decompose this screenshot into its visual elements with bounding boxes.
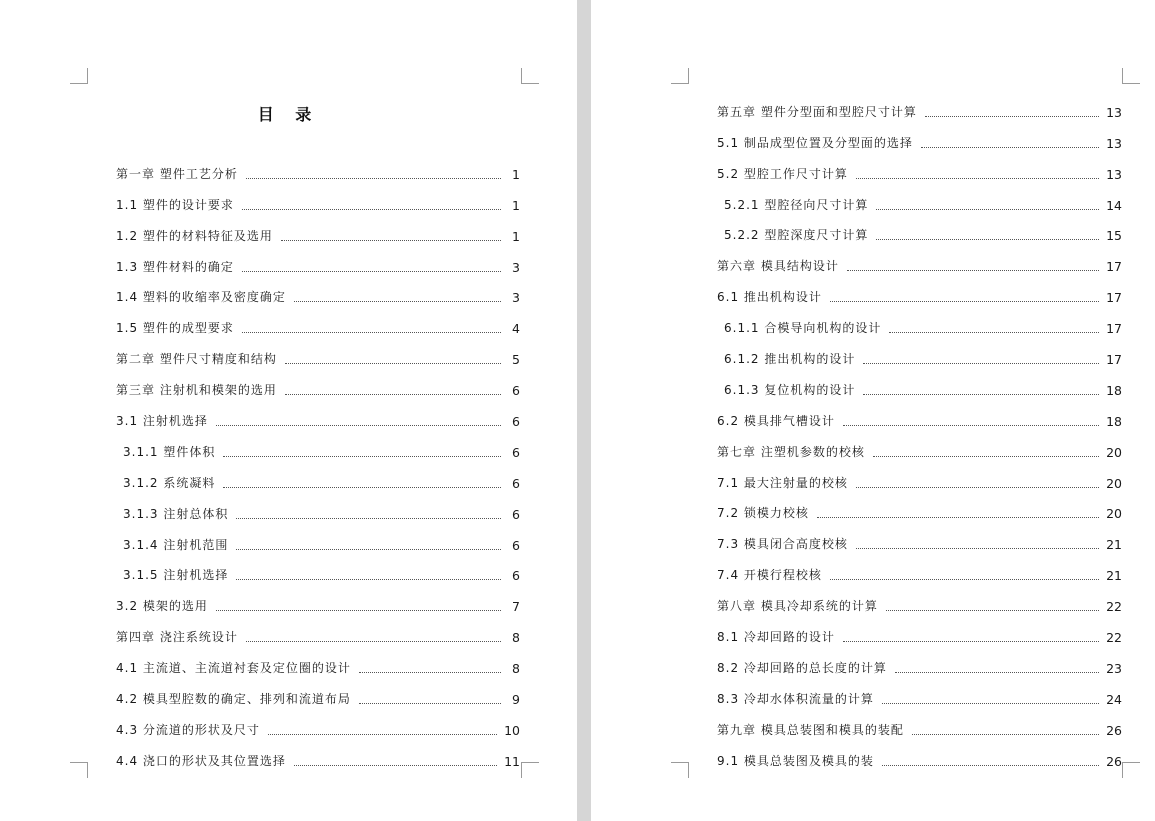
toc-entry[interactable]	[116, 738, 520, 769]
toc-entry[interactable]	[717, 707, 1122, 738]
margin-corner-mark	[1122, 762, 1140, 778]
dot-leader	[856, 487, 1099, 488]
margin-corner-mark	[671, 762, 689, 778]
toc-entry-title: 1.5 塑件的成型要求	[116, 321, 234, 336]
toc-entry-page-number: 17	[1106, 352, 1122, 368]
toc-entry-page-number: 13	[1106, 104, 1122, 120]
margin-corner-mark	[521, 68, 539, 84]
margin-corner-mark	[521, 762, 539, 778]
toc-entry[interactable]	[116, 151, 520, 182]
toc-entry[interactable]	[717, 676, 1122, 707]
toc-entry[interactable]	[717, 645, 1122, 676]
toc-entry[interactable]	[116, 676, 520, 707]
toc-entry-title: 第六章 模具结构设计	[717, 259, 839, 274]
toc-entry[interactable]	[717, 491, 1122, 522]
toc-entry-page-number: 8	[512, 630, 520, 646]
dot-leader	[236, 579, 501, 580]
toc-entry-title: 7.4 开模行程校核	[717, 568, 822, 583]
dot-leader	[285, 363, 501, 364]
toc-entry-page-number: 7	[512, 599, 520, 615]
toc-entry[interactable]	[116, 305, 520, 336]
toc-entry-title: 4.3 分流道的形状及尺寸	[116, 722, 260, 737]
dot-leader	[359, 672, 501, 673]
toc-entry-page-number: 6	[512, 383, 520, 399]
toc-entry-page-number: 22	[1106, 630, 1122, 646]
dot-leader	[294, 765, 497, 766]
toc-entry[interactable]	[116, 244, 520, 275]
toc-entry-title: 8.3 冷却水体积流量的计算	[717, 691, 874, 706]
toc-entry[interactable]	[116, 429, 520, 460]
dot-leader	[843, 641, 1099, 642]
toc-entry-page-number: 14	[1106, 197, 1122, 213]
toc-entry-page-number: 22	[1106, 599, 1122, 615]
dot-leader	[216, 610, 501, 611]
dot-leader	[242, 271, 501, 272]
toc-entry-page-number: 1	[512, 228, 520, 244]
dot-leader	[856, 548, 1099, 549]
toc-entry-title: 7.2 锁模力校核	[717, 506, 809, 521]
toc-entry-title: 3.1 注射机选择	[116, 414, 208, 429]
toc-entry-page-number: 11	[504, 753, 520, 769]
margin-corner-mark	[70, 68, 88, 84]
toc-entry-page-number: 21	[1106, 537, 1122, 553]
dot-leader	[223, 487, 501, 488]
toc-entry-title: 7.3 模具闭合高度校核	[717, 537, 848, 552]
dot-leader	[281, 240, 501, 241]
dot-leader	[889, 332, 1099, 333]
dot-leader	[925, 116, 1099, 117]
dot-leader	[895, 672, 1099, 673]
toc-entry-page-number: 18	[1106, 382, 1122, 398]
document-page-left	[0, 0, 577, 821]
toc-entry-title: 3.2 模架的选用	[116, 599, 208, 614]
toc-entry-title: 1.3 塑件材料的确定	[116, 259, 234, 274]
margin-corner-mark	[1122, 68, 1140, 84]
toc-entry-title: 3.1.4 注射机范围	[123, 537, 229, 552]
dot-leader	[216, 425, 501, 426]
toc-entry-title: 3.1.2 系统凝料	[123, 475, 216, 490]
toc-entry[interactable]	[116, 367, 520, 398]
toc-entry-page-number: 6	[512, 568, 520, 584]
toc-entry-title: 第二章 塑件尺寸精度和结构	[116, 352, 277, 367]
toc-entry-page-number: 24	[1106, 691, 1122, 707]
toc-entry[interactable]	[717, 274, 1122, 305]
toc-entry-page-number: 1	[512, 197, 520, 213]
toc-entry-page-number: 26	[1106, 722, 1122, 738]
toc-entry[interactable]	[717, 89, 1122, 120]
toc-entry-title: 9.1 模具总装图及模具的装	[717, 753, 874, 768]
toc-entry[interactable]	[116, 213, 520, 244]
toc-entry[interactable]	[116, 614, 520, 645]
toc-entry-page-number: 18	[1106, 413, 1122, 429]
toc-entry[interactable]	[717, 367, 1122, 398]
dot-leader	[856, 178, 1099, 179]
toc-entry[interactable]	[717, 243, 1122, 274]
toc-entry-page-number: 17	[1106, 259, 1122, 275]
dot-leader	[242, 332, 501, 333]
dot-leader	[876, 239, 1099, 240]
toc-entry-page-number: 20	[1106, 475, 1122, 491]
toc-entry-page-number: 17	[1106, 321, 1122, 337]
toc-entry-title: 第三章 注射机和模架的选用	[116, 383, 277, 398]
toc-entry[interactable]	[116, 460, 520, 491]
dot-leader	[268, 734, 497, 735]
toc-entry-title: 8.1 冷却回路的设计	[717, 630, 835, 645]
toc-entry-page-number: 17	[1106, 290, 1122, 306]
toc-entry[interactable]	[717, 614, 1122, 645]
toc-entry-title: 4.1 主流道、主流道衬套及定位圈的设计	[116, 661, 351, 676]
toc-entry-page-number: 6	[512, 506, 520, 522]
toc-entry[interactable]	[717, 151, 1122, 182]
toc-entry[interactable]	[116, 182, 520, 213]
dot-leader	[285, 394, 501, 395]
toc-entry-title: 第九章 模具总装图和模具的装配	[717, 722, 904, 737]
toc-entry-title: 第五章 塑件分型面和型腔尺寸计算	[717, 104, 917, 119]
margin-corner-mark	[70, 762, 88, 778]
dot-leader	[246, 641, 501, 642]
toc-entry-title: 6.1 推出机构设计	[717, 290, 822, 305]
toc-entry-title: 6.1.3 复位机构的设计	[724, 382, 856, 397]
toc-entry-page-number: 6	[512, 444, 520, 460]
toc-entry-page-number: 21	[1106, 568, 1122, 584]
toc-entry[interactable]	[116, 491, 520, 522]
dot-leader	[830, 579, 1099, 580]
toc-entry[interactable]	[116, 398, 520, 429]
toc-entry[interactable]	[116, 583, 520, 614]
toc-entry[interactable]	[717, 460, 1122, 491]
dot-leader	[817, 517, 1099, 518]
toc-entry-page-number: 6	[512, 475, 520, 491]
dot-leader	[873, 456, 1099, 457]
toc-entry-title: 5.2 型腔工作尺寸计算	[717, 166, 848, 181]
dot-leader	[294, 301, 501, 302]
toc-entry-page-number: 3	[512, 290, 520, 306]
dot-leader	[223, 456, 501, 457]
toc-entry[interactable]	[116, 336, 520, 367]
dot-leader	[886, 610, 1099, 611]
toc-entry-title: 1.1 塑件的设计要求	[116, 197, 234, 212]
toc-entry-title: 5.1 制品成型位置及分型面的选择	[717, 135, 913, 150]
toc-entry[interactable]	[717, 305, 1122, 336]
toc-entry[interactable]	[717, 336, 1122, 367]
dot-leader	[863, 394, 1099, 395]
toc-entry[interactable]	[717, 738, 1122, 769]
toc-entry-title: 1.4 塑料的收缩率及密度确定	[116, 290, 286, 305]
toc-entry[interactable]	[717, 120, 1122, 151]
toc-entry-page-number: 4	[512, 321, 520, 337]
dot-leader	[242, 209, 501, 210]
toc-entry-page-number: 13	[1106, 135, 1122, 151]
dot-leader	[236, 518, 501, 519]
dot-leader	[912, 734, 1099, 735]
toc-entry-title: 8.2 冷却回路的总长度的计算	[717, 660, 887, 675]
toc-entry-page-number: 6	[512, 537, 520, 553]
toc-entry-title: 3.1.3 注射总体积	[123, 506, 229, 521]
toc-list-right	[717, 89, 1122, 769]
toc-entry-page-number: 20	[1106, 444, 1122, 460]
dot-leader	[246, 178, 501, 179]
toc-entry-title: 5.2.2 型腔深度尺寸计算	[724, 228, 869, 243]
toc-list-left	[116, 151, 520, 769]
toc-entry-page-number: 5	[512, 352, 520, 368]
page-gap	[577, 0, 591, 821]
toc-entry-page-number: 3	[512, 259, 520, 275]
toc-entry[interactable]	[116, 275, 520, 306]
toc-entry-title: 5.2.1 型腔径向尺寸计算	[724, 197, 869, 212]
document-page-right	[591, 0, 1155, 821]
dot-leader	[882, 765, 1099, 766]
toc-entry[interactable]	[717, 398, 1122, 429]
toc-entry[interactable]	[116, 522, 520, 553]
dot-leader	[863, 363, 1099, 364]
dot-leader	[830, 301, 1099, 302]
dot-leader	[921, 147, 1099, 148]
toc-entry-title: 6.1.1 合模导向机构的设计	[724, 321, 882, 336]
toc-entry-title: 3.1.5 注射机选择	[123, 568, 229, 583]
toc-entry[interactable]	[717, 213, 1122, 244]
toc-entry-title: 6.1.2 推出机构的设计	[724, 352, 856, 367]
toc-entry-page-number: 13	[1106, 166, 1122, 182]
dot-leader	[359, 703, 501, 704]
toc-entry[interactable]	[116, 553, 520, 584]
toc-entry-title: 第七章 注塑机参数的校核	[717, 444, 865, 459]
toc-entry-page-number: 26	[1106, 753, 1122, 769]
toc-entry-page-number: 1	[512, 166, 520, 182]
toc-entry-title: 3.1.1 塑件体积	[123, 444, 216, 459]
dot-leader	[882, 703, 1099, 704]
toc-entry-page-number: 8	[512, 661, 520, 677]
toc-entry-title: 第四章 浇注系统设计	[116, 630, 238, 645]
toc-entry[interactable]	[116, 707, 520, 738]
toc-entry-page-number: 23	[1106, 660, 1122, 676]
toc-entry-title: 6.2 模具排气槽设计	[717, 413, 835, 428]
toc-entry-title: 4.4 浇口的形状及其位置选择	[116, 753, 286, 768]
toc-entry-page-number: 6	[512, 414, 520, 430]
toc-entry-title: 1.2 塑件的材料特征及选用	[116, 228, 273, 243]
dot-leader	[236, 549, 501, 550]
toc-title: 目 录	[257, 105, 320, 124]
toc-entry[interactable]	[717, 429, 1122, 460]
toc-entry[interactable]	[717, 583, 1122, 614]
dot-leader	[876, 209, 1099, 210]
margin-corner-mark	[671, 68, 689, 84]
toc-entry-page-number: 9	[512, 692, 520, 708]
toc-entry[interactable]	[116, 645, 520, 676]
toc-entry[interactable]	[717, 521, 1122, 552]
dot-leader	[843, 425, 1099, 426]
toc-entry-title: 7.1 最大注射量的校核	[717, 475, 848, 490]
toc-entry-page-number: 15	[1106, 228, 1122, 244]
toc-entry-page-number: 10	[504, 722, 520, 738]
toc-entry[interactable]	[717, 182, 1122, 213]
toc-entry-title: 第八章 模具冷却系统的计算	[717, 599, 878, 614]
toc-entry[interactable]	[717, 552, 1122, 583]
dot-leader	[847, 270, 1099, 271]
toc-entry-page-number: 20	[1106, 506, 1122, 522]
toc-entry-title: 第一章 塑件工艺分析	[116, 166, 238, 181]
toc-entry-title: 4.2 模具型腔数的确定、排列和流道布局	[116, 692, 351, 707]
